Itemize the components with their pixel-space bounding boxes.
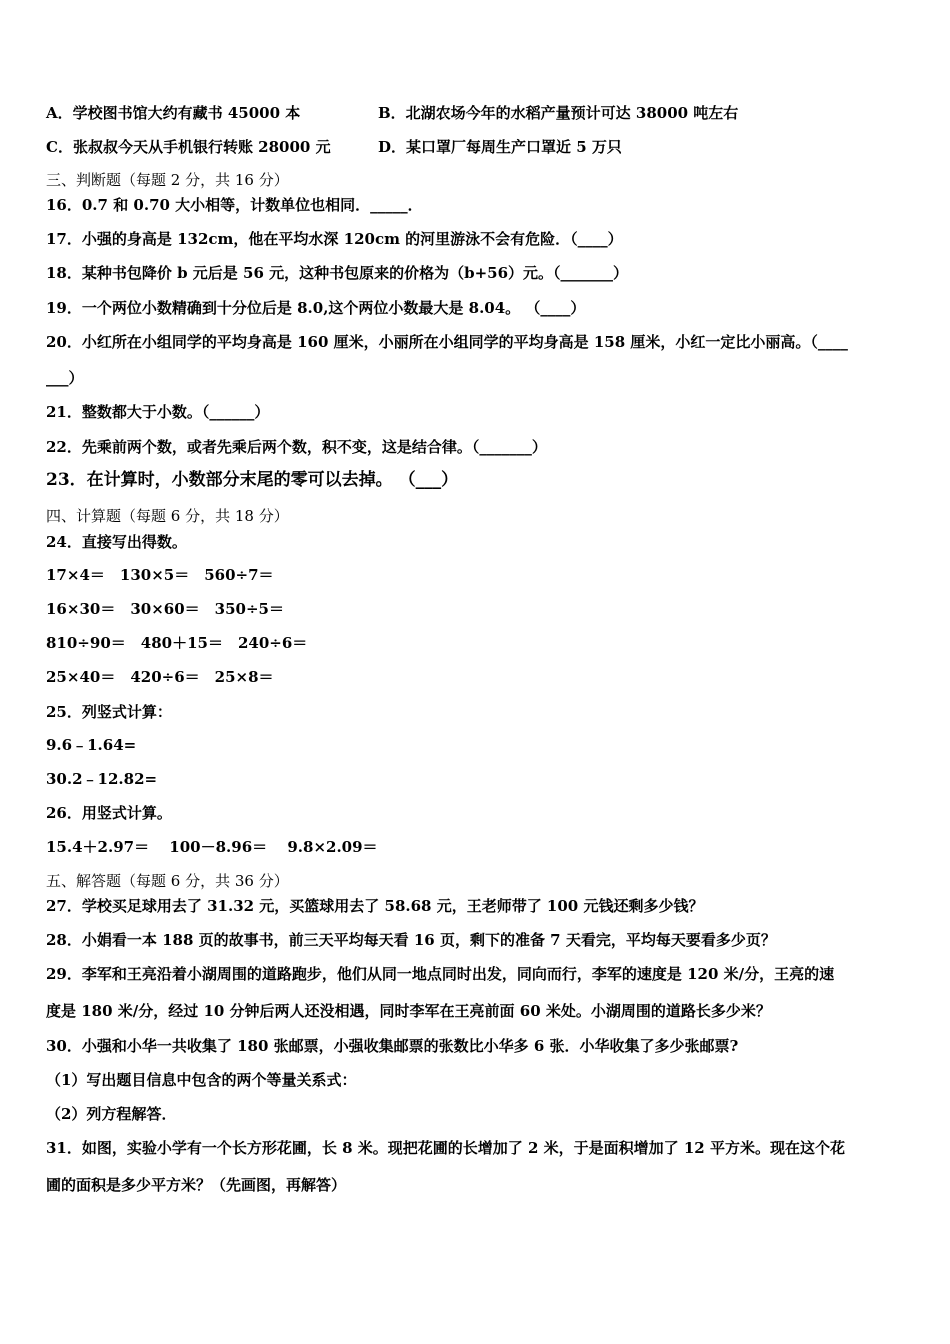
question-29: 29．李军和王亮沿着小湖周围的道路跑步，他们从同一地点同时出发，同向而行，李军的速度是 120 米/分，王亮的速 xyxy=(46,965,835,983)
question-23: 23．在计算时，小数部分末尾的零可以去掉。 （___） xyxy=(46,470,459,490)
section-4-title: 四、计算题（每题 6 分，共 18 分） xyxy=(46,507,289,525)
question-26: 26．用竖式计算。 xyxy=(46,804,172,822)
question-30: 30．小强和小华一共收集了 180 张邮票，小强收集邮票的张数比小华多 6 张．小华收集了多少张邮票? xyxy=(46,1037,739,1055)
section-3-title: 三、判断题（每题 2 分，共 16 分） xyxy=(46,171,289,189)
question-28: 28．小娟看一本 188 页的故事书，前三天平均每天看 16 页，剩下的准备 7 天看完，平均每天要看多少页？ xyxy=(46,931,776,949)
option-b: B．北湖农场今年的水稻产量预计可达 38000 吨左右 xyxy=(378,104,739,122)
option-d: D．某口罩厂每周生产口罩近 5 万只 xyxy=(378,138,622,156)
question-30-part-2: （2）列方程解答． xyxy=(46,1105,177,1123)
question-24: 24．直接写出得数。 xyxy=(46,533,187,551)
question-19: 19．一个两位小数精确到十分位后是 8.0,这个两位小数最大是 8.04。 （____） xyxy=(46,299,586,317)
question-20-continued: ___） xyxy=(46,369,84,387)
question-25-row-1: 9.6﹣1.64= xyxy=(46,736,137,754)
question-24-row-2: 16×30＝ 30×60＝ 350÷5＝ xyxy=(46,600,284,618)
question-22: 22．先乘前两个数，或者先乘后两个数，积不变，这是结合律。（_______） xyxy=(46,438,547,456)
question-27: 27．学校买足球用去了 31.32 元，买篮球用去了 58.68 元，王老师带了 100 元钱还剩多少钱？ xyxy=(46,897,704,915)
question-29-continued: 度是 180 米/分，经过 10 分钟后两人还没相遇，同时李军在王亮前面 60 米处。小湖周围的道路长多少米？ xyxy=(46,1002,771,1020)
question-30-part-1: （1）写出题目信息中包含的两个等量关系式： xyxy=(46,1071,357,1089)
question-25: 25．列竖式计算： xyxy=(46,703,172,721)
question-18: 18．某种书包降价 b 元后是 56 元，这种书包原来的价格为（b+56）元。（_______） xyxy=(46,264,629,282)
question-26-row-1: 15.4＋2.97＝ 100－8.96＝ 9.8×2.09＝ xyxy=(46,838,378,856)
question-20: 20．小红所在小组同学的平均身高是 160 厘米，小丽所在小组同学的平均身高是 158 厘米，小红一定比小丽高。（____ xyxy=(46,333,848,351)
question-24-row-4: 25×40＝ 420÷6＝ 25×8＝ xyxy=(46,668,274,686)
section-5-title: 五、解答题（每题 6 分，共 36 分） xyxy=(46,872,289,890)
question-21: 21．整数都大于小数。（______） xyxy=(46,403,270,421)
question-16: 16．0.7 和 0.70 大小相等，计数单位也相同．_____． xyxy=(46,196,423,214)
question-31: 31．如图，实验小学有一个长方形花圃，长 8 米。现把花圃的长增加了 2 米，于是面积增加了 12 平方米。现在这个花 xyxy=(46,1139,845,1157)
question-17: 17．小强的身高是 132cm，他在平均水深 120cm 的河里游泳不会有危险．（____） xyxy=(46,230,623,248)
question-25-row-2: 30.2﹣12.82= xyxy=(46,770,158,788)
option-a: A．学校图书馆大约有藏书 45000 本 xyxy=(46,104,301,122)
question-31-continued: 圃的面积是多少平方米？（先画图，再解答） xyxy=(46,1176,347,1194)
option-c: C．张叔叔今天从手机银行转账 28000 元 xyxy=(46,138,331,156)
question-24-row-3: 810÷90＝ 480＋15＝ 240÷6＝ xyxy=(46,634,308,652)
question-24-row-1: 17×4＝ 130×5＝ 560÷7＝ xyxy=(46,566,274,584)
